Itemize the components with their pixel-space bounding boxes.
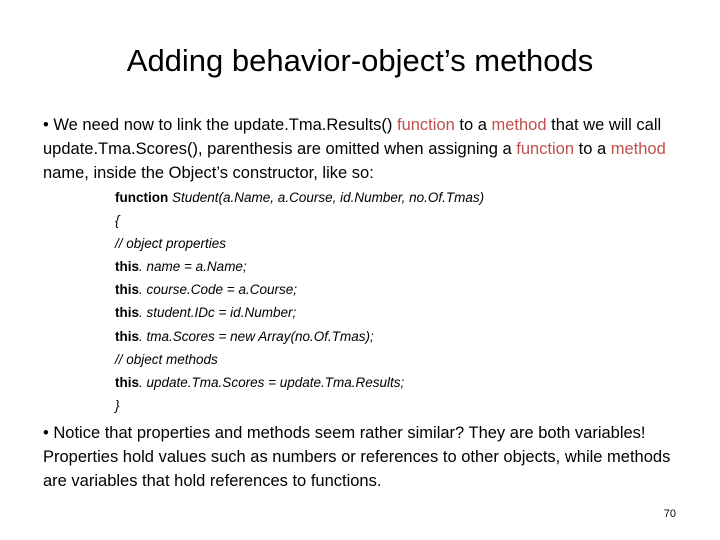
code-text: . name = a.Name; <box>139 259 247 275</box>
code-text: . course.Code = a.Course; <box>139 282 297 298</box>
code-keyword: function <box>115 190 169 205</box>
page-number: 70 <box>663 508 676 520</box>
code-line <box>115 394 675 417</box>
slide-title: Adding behavior-object’s methods <box>126 43 594 78</box>
code-text: { <box>115 213 120 229</box>
code-line <box>115 209 675 232</box>
keyword-function: function <box>516 140 575 158</box>
code-line <box>115 278 675 301</box>
code-keyword: this <box>115 259 140 275</box>
code-line <box>115 371 675 394</box>
code-line <box>115 186 675 209</box>
text-segment: We need now to link the update.Tma.Results() <box>48 116 397 134</box>
code-keyword: this <box>115 305 140 321</box>
keyword-method: method <box>491 116 547 134</box>
code-text: // object properties <box>115 236 227 252</box>
keyword-method: method <box>610 140 666 158</box>
code-line <box>115 232 675 255</box>
code-keyword: this <box>115 328 140 344</box>
code-keyword: this <box>115 374 140 390</box>
text-segment: to a <box>454 116 492 134</box>
code-text: . student.IDc = id.Number; <box>139 305 297 321</box>
code-text: } <box>115 397 120 413</box>
keyword-function: function <box>396 116 455 134</box>
code-line <box>115 348 675 371</box>
bullet-marker: • <box>43 116 49 134</box>
bullet-paragraph-2: • Notice that properties and methods seem rather similar? They are both variables! Properties hold values such as numbers or references to other objects, while methods are variables that hold references to functions. <box>43 424 671 490</box>
code-line <box>115 255 675 278</box>
code-keyword: this <box>115 282 140 298</box>
bullet-paragraph-1 <box>43 113 683 185</box>
text-segment: name, inside the Object’s constructor, like so: <box>43 164 374 182</box>
code-text: // object methods <box>115 351 218 367</box>
code-line <box>115 325 675 348</box>
text-segment: to a <box>574 140 611 158</box>
code-text: . tma.Scores = new Array(no.Of.Tmas); <box>139 328 374 344</box>
code-text: Student(a.Name, a.Course, id.Number, no.Of.Tmas) <box>168 190 485 205</box>
code-line <box>115 301 675 324</box>
code-text: . update.Tma.Scores = update.Tma.Results; <box>139 374 405 390</box>
text-segment: that we will call update.Tma.Scores(), parenthesis are omitted when assigning a <box>43 116 662 158</box>
code-block <box>115 186 675 417</box>
